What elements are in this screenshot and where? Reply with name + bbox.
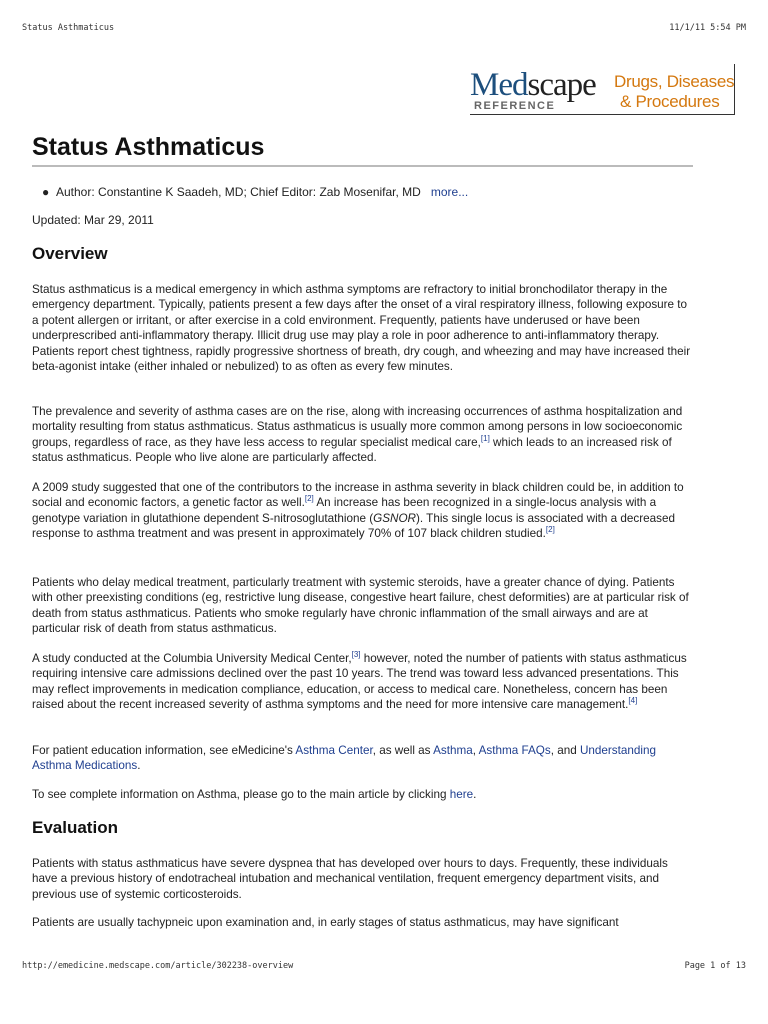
overview-paragraph-5 [32,651,696,713]
reference-link-2b[interactable]: [2] [545,525,555,535]
overview-paragraph-6 [32,743,696,774]
text-span: An increase has been recognized in a single-locus analysis with a genotype variation in glutathione dependent S-nitrosoglutathione ( [32,496,657,525]
bullet-icon: ● [42,185,50,199]
evaluation-heading: Evaluation [32,818,118,837]
asthma-faqs-link[interactable]: Asthma FAQs [478,744,551,757]
text-span: which leads to an increased risk of status asthmaticus. People who live alone are particularly affected. [32,435,672,465]
logo-divider-horizontal [470,114,735,115]
logo-tagline-line2: & Procedures [620,92,720,111]
understanding-asthma-medications-link[interactable]: Understanding Asthma Medications [32,744,656,773]
text-span: . [473,788,477,801]
text-span: The prevalence and severity of asthma cases are on the rise, along with increasing occurrences of asthma hospitalization and mortality resulting from status asthmaticus. Status asthmaticus is usually more common among persons in low socioeconomic groups, regardless of race, as they have less access to regular specialist medical care, [32,405,683,449]
print-footer-url: http://emedicine.medscape.com/article/302238-overview [22,961,294,971]
logo-reference-text: REFERENCE [474,100,556,112]
article-title: Status Asthmaticus [32,133,265,161]
print-footer [22,961,746,971]
text-span: , as well as [372,744,434,757]
text-span: A study conducted at the Columbia University Medical Center, [32,652,352,665]
text-span: A 2009 study suggested that one of the contributors to the increase in asthma severity in black children could be, in addition to social and economic factors, a genetic factor as well. [32,481,684,510]
overview-paragraph-1: Status asthmaticus is a medical emergency in which asthma symptoms are refractory to initial bronchodilator therapy in the emergency department. Typically, patients present a few days after the onset of a viral respiratory illness, following exposure to a potent allergen or irritant, or after exercise in a cold environment. Frequently, patients have underused or have been underprescribed anti-inflammatory therapy. Illicit drug use may play a role in poor adherence to anti-inflammatory therapy. Patients report chest tightness, rapidly progressive shortness of breath, dry cough, and wheezing and may have increased their beta-agonist intake (either inhaled or nebulized) to as often as every few minutes. [32,283,691,374]
author-byline [42,184,469,200]
overview-paragraph-4: Patients who delay medical treatment, particularly treatment with systemic steroids, have a greater chance of dying. Patients with other preexisting conditions (eg, restrictive lung disease, congestive heart failure, chest deformities) are at particular risk of death from status asthmaticus. Patients who smoke regularly have chronic inflammation of the small airways and are at particular risk of death from status asthmaticus. [32,576,689,636]
medscape-reference-logo[interactable] [470,64,740,116]
title-rule [32,165,693,167]
overview-paragraph-3 [32,480,696,542]
reference-link-1[interactable]: [1] [480,433,490,443]
text-span: , and [550,744,580,757]
asthma-center-link[interactable]: Asthma Center [295,744,373,757]
updated-date: Updated: Mar 29, 2011 [32,213,154,227]
evaluation-paragraph-1: Patients with status asthmaticus have severe dyspnea that has developed over hours to days. Frequently, these individuals have a previous history of endotracheal intubation and mechanical ventilation, frequent emergency department visits, and previous use of systemic corticosteroids. [32,857,668,901]
text-span: however, noted the number of patients with status asthmaticus requiring intensive care admissions declined over the past 10 years. The trend was toward less advanced presentations. This may reflect improvements in medication compliance, education, or access to medical care. Nonetheless, concern has been raised about the recent increased severity of asthma symptoms and the need for more intensive care management. [32,652,687,712]
text-span: , [472,744,479,757]
overview-heading: Overview [32,244,108,263]
print-header-timestamp: 11/1/11 5:54 PM [669,23,746,33]
text-span: . [137,759,141,773]
text-span: For patient education information, see eMedicine's [32,744,296,757]
logo-tagline-line1: Drugs, Diseases [614,72,735,91]
logo-wordmark [470,68,596,102]
byline-text: Author: Constantine K Saadeh, MD; Chief Editor: Zab Mosenifar, MD [56,185,421,199]
text-span: To see complete information on Asthma, please go to the main article by clicking [32,788,450,801]
logo-scape-text: scape [527,67,596,103]
logo-med-text: Med [470,67,528,103]
print-header [22,23,746,33]
logo-divider-vertical [734,64,735,114]
text-span: ). This single locus is associated with a decreased response to asthma treatment and was present in approximately 70% of 107 black children studied. [32,511,675,541]
gene-name: GSNOR [373,511,416,525]
reference-link-4[interactable]: [4] [628,696,638,706]
asthma-link[interactable]: Asthma [433,744,473,757]
print-footer-page: Page 1 of 13 [684,961,746,971]
overview-paragraph-2 [32,404,696,466]
print-header-title: Status Asthmaticus [22,23,115,33]
main-article-here-link[interactable]: here [449,788,474,801]
evaluation-paragraph-2: Patients are usually tachypneic upon examination and, in early stages of status asthmaticus, may have significant [32,916,619,929]
more-authors-link[interactable]: more... [430,185,469,199]
reference-link-3[interactable]: [3] [351,650,361,660]
reference-link-2[interactable]: [2] [304,494,314,504]
overview-paragraph-7 [32,787,696,802]
